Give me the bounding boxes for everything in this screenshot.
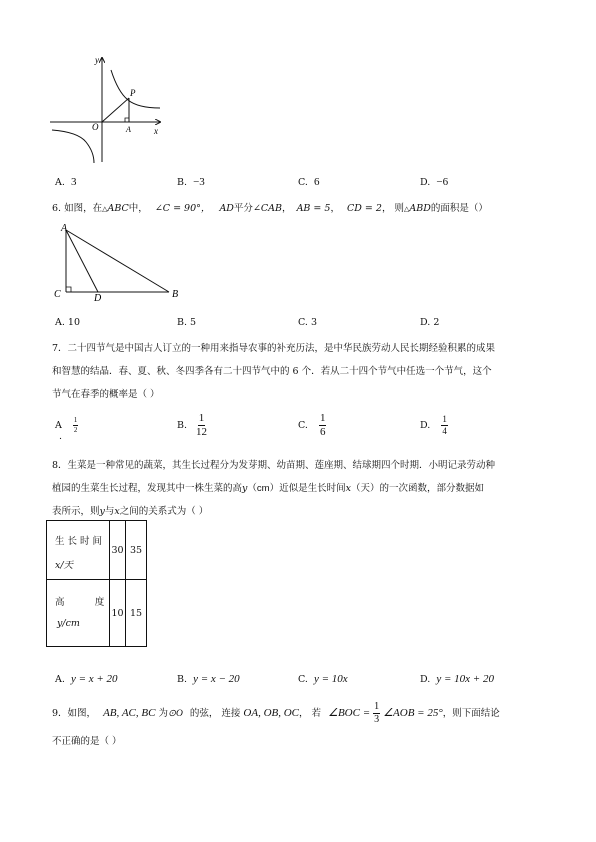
q6-option-c: C. 3 [298,317,318,328]
y-axis-label: y [95,55,99,65]
q5-option-c: C. 6 [298,176,320,188]
q8-stem-line2: 植园的生菜生长过程，发现其中一株生菜的高y（cm）近似是生长时间x（天）的一次函数，部分数据如 [52,483,484,494]
table-header-time: 生 长 时 间 x/天 [47,521,110,580]
q8-option-a: A. y = x + 20 [55,673,118,685]
q7-stem-line1: 7．二十四节气是中国古人订立的一种用来指导农事的补充历法，是中华民族劳动人民长期经验积累的成果 [52,343,496,354]
triangle-figure [52,222,187,302]
hyperbola-branch-left [52,130,94,163]
table-cell: 35 [126,521,147,580]
table-row-time [47,521,147,580]
q9-stem-line2: 不正确的是（ ） [52,736,122,747]
vertex-b-label: B [172,289,179,300]
x-axis-label: x [154,126,158,136]
right-angle-mark [125,118,129,122]
table-cell: 15 [126,580,147,647]
q8-stem-line1: 8．生菜是一种常见的蔬菜，其生长过程分为发芽期、幼苗期、莲座期、结球期四个时期．小明记录劳动种 [52,460,496,471]
point-p-label: P [130,88,136,98]
q8-option-b: B. y = x − 20 [177,673,240,685]
q6-stem: 6. 如图，在△ABC中， ∠C = 90°， AD平分∠CAB， AB = 5， CD = 2， 则△ABD的面积是（） [52,203,488,214]
q7-option-b: B. $\frac{1}{12}$ [177,412,208,438]
growth-data-table [46,520,147,647]
vertex-a-label: A [61,223,68,234]
table-cell: 30 [110,521,126,580]
right-angle-mark-c [66,287,71,292]
q9-stem-line1: 9．如图， AB, AC, BC 为⊙O 的弦， 连接 OA, OB, OC， 若 ∠BOC = $\frac{1}{3}$ ∠AOB = 25°，则下面结论 [52,701,500,725]
q6-option-b: B. 5 [177,317,197,328]
q5-option-a: A. 3 [55,176,77,188]
table-row-height [47,580,147,647]
q7-option-c: C. $\frac{1}{6}$ [298,412,326,438]
point-d-label: D [94,293,102,302]
q7-option-d: D. $\frac{1}{4}$ [420,414,447,436]
q6-option-a: A. 10 [55,317,80,328]
origin-label: O [92,122,99,132]
q7-option-a: A $\frac{1}{2}$ . [55,416,78,442]
hyperbola-graph [48,52,168,167]
q8-stem-line3: 表所示，则y与x之间的关系式为（ ） [52,506,209,517]
q7-stem-line2: 和智慧的结晶．春、夏、秋、冬四季各有二十四节气中的 6 个．若从二十四个节气中任选一个节气，这个 [52,366,492,377]
q5-option-d: D. −6 [420,176,449,188]
q5-option-b: B. −3 [177,176,205,188]
q7-stem-line3: 节气在春季的概率是（ ） [52,389,160,400]
table-cell: 10 [110,580,126,647]
q8-option-d: D. y = 10x + 20 [420,673,494,685]
vertex-c-label: C [54,289,61,300]
table-header-height: 高 度 y/cm [47,580,110,647]
point-a-label: A [126,125,131,134]
q8-option-c: C. y = 10x [298,673,348,685]
q6-option-d: D. 2 [420,317,440,328]
hyperbola-branch-right [111,70,160,108]
